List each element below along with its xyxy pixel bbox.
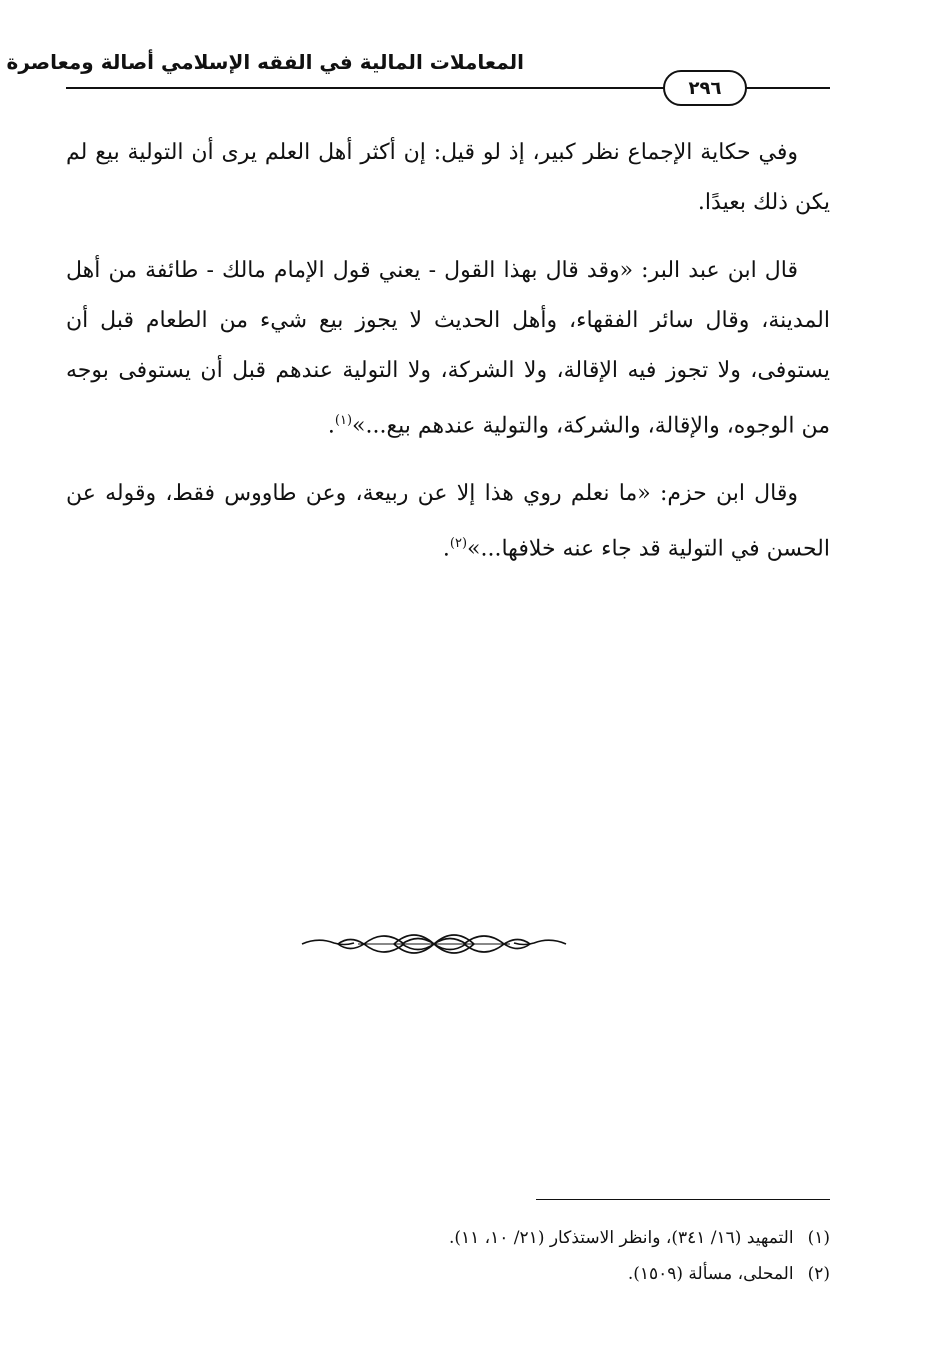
footnote: [66, 1256, 830, 1292]
footnote-text: المحلى، مسألة (١٥٠٩).: [627, 1264, 794, 1284]
paragraph-tail: .: [442, 536, 450, 562]
footnote-number: (١): [807, 1228, 830, 1248]
ornament-divider-icon: [298, 924, 570, 964]
paragraph: [66, 469, 830, 574]
footnote-ref: (٢): [449, 536, 468, 552]
paragraph: [66, 246, 830, 451]
main-text: [66, 128, 830, 593]
page-number: ٢٩٦: [663, 70, 747, 106]
paragraph-text: قال ابن عبد البر: «وقد قال بهذا القول - يعني قول الإمام مالك - طائفة من أهل المدينة، وقال سائر الفقهاء، وأهل الحديث لا يجوز بيع شيء من الطعام قبل أن يستوفى، ولا تجوز فيه الإقالة، ولا الشركة، ولا التولية عندهم قبل أن يستوفى بوجه من الوجوه، والإقالة، والشركة، والتولية عندهم بيع...»: [66, 258, 830, 439]
paragraph: [66, 128, 830, 228]
footnote-separator: [536, 1199, 830, 1200]
footnote-text: التمهيد (١٦/ ٣٤١)، وانظر الاستذكار (٢١/ ١٠، ١١).: [448, 1228, 794, 1248]
running-header-title: المعاملات المالية في الفقه الإسلامي أصالة ومعاصرة: [6, 50, 524, 74]
footnote-number: (٢): [807, 1264, 830, 1284]
footnote: [66, 1220, 830, 1256]
paragraph-tail: .: [327, 413, 335, 439]
paragraph-text: وقال ابن حزم: «ما نعلم روي هذا إلا عن ربيعة، وعن طاووس فقط، وقوله عن الحسن في التولية قد جاء عنه خلافها...»: [66, 481, 830, 562]
paragraph-text: وفي حكاية الإجماع نظر كبير، إذ لو قيل: إن أكثر أهل العلم يرى أن التولية بيع لم يكن ذلك بعيدًا.: [66, 140, 830, 215]
footnotes: [66, 1220, 830, 1292]
footnote-ref: (١): [334, 413, 353, 428]
